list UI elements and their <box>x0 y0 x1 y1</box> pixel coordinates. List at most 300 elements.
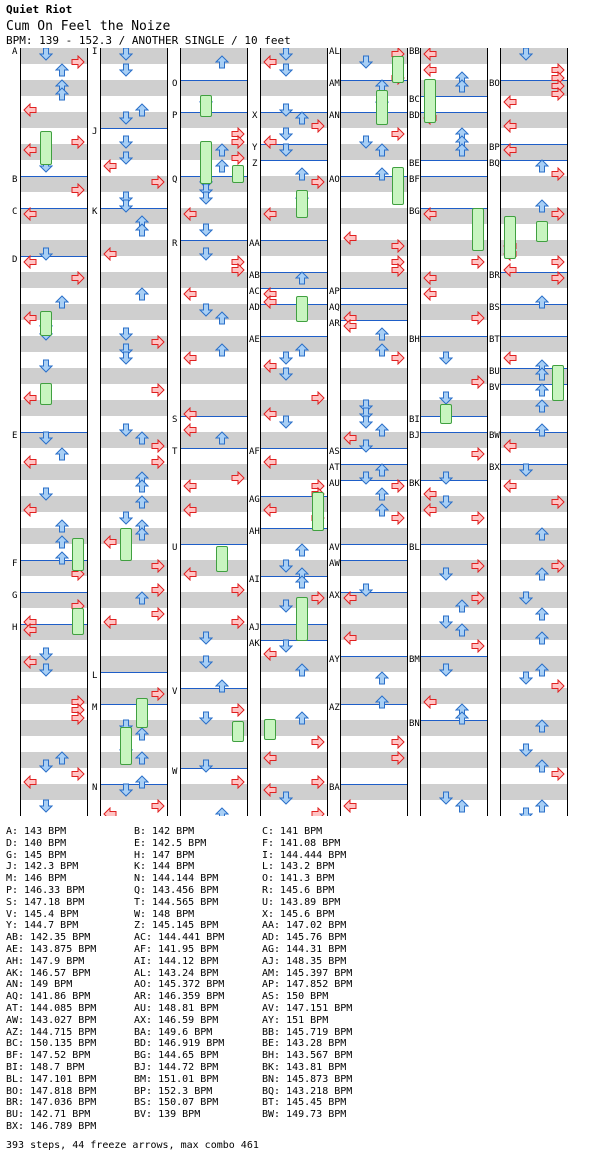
measure-stripe <box>501 784 567 800</box>
arrow-up-icon <box>535 606 549 625</box>
freeze-arrow <box>552 365 564 401</box>
section-label: AB <box>249 271 260 281</box>
bpm-entry: BC: 150.135 BPM <box>6 1038 97 1050</box>
arrow-left-icon <box>263 750 277 769</box>
arrow-left-icon <box>183 478 197 497</box>
measure-stripe <box>501 656 567 672</box>
arrow-down-icon <box>439 790 453 809</box>
bpm-change-line <box>181 544 247 545</box>
arrow-right-icon <box>231 470 245 489</box>
arrow-up-icon <box>295 342 309 361</box>
bpm-entry: AI: 144.12 BPM <box>134 955 219 967</box>
arrow-down-icon <box>439 494 453 513</box>
arrow-right-icon <box>231 774 245 793</box>
measure-stripe <box>261 336 327 352</box>
arrow-up-icon <box>455 598 469 617</box>
arrow-up-icon <box>375 166 389 185</box>
section-label: AV <box>329 543 340 553</box>
section-label: BR <box>489 271 500 281</box>
bpm-entry: X: 145.6 BPM <box>262 908 335 920</box>
bpm-change-line <box>101 128 167 129</box>
freeze-arrow <box>216 546 228 572</box>
section-label: AR <box>329 319 340 329</box>
bpm-entry: BL: 147.101 BPM <box>6 1073 97 1085</box>
measure-stripe <box>101 112 167 128</box>
arrow-up-icon <box>535 758 549 777</box>
arrow-up-icon <box>535 718 549 737</box>
arrow-down-icon <box>119 198 133 217</box>
arrow-up-icon <box>535 398 549 417</box>
bpm-entry: AB: 142.35 BPM <box>6 932 91 944</box>
arrow-left-icon <box>503 438 517 457</box>
section-label: AA <box>249 239 260 249</box>
section-label: X <box>252 111 258 121</box>
arrow-left-icon <box>343 630 357 649</box>
arrow-up-icon <box>455 710 469 729</box>
arrow-left-icon <box>343 230 357 249</box>
arrow-left-icon <box>23 622 37 641</box>
section-label: AI <box>249 575 260 585</box>
section-label: AD <box>249 303 260 313</box>
measure-stripe <box>421 528 487 544</box>
arrow-down-icon <box>39 358 53 377</box>
arrow-right-icon <box>151 686 165 705</box>
arrow-down-icon <box>39 798 53 816</box>
arrow-left-icon <box>183 566 197 585</box>
bpm-entry: AX: 146.59 BPM <box>134 1014 219 1026</box>
arrow-up-icon <box>295 110 309 129</box>
arrow-up-icon <box>375 694 389 713</box>
bpm-entry: AJ: 148.35 BPM <box>262 955 347 967</box>
bpm-entry: AU: 148.81 BPM <box>134 1003 219 1014</box>
arrow-down-icon <box>519 806 533 816</box>
arrow-up-icon <box>295 574 309 593</box>
bpm-entry: BE: 143.28 BPM <box>262 1038 347 1050</box>
bpm-change-line <box>181 80 247 81</box>
measure-stripe <box>501 400 567 416</box>
arrow-up-icon <box>135 494 149 513</box>
bpm-change-line <box>421 176 487 177</box>
bpm-entry: BN: 145.873 BPM <box>262 1073 353 1085</box>
arrow-down-icon <box>39 246 53 265</box>
freeze-arrow <box>40 383 52 405</box>
arrow-left-icon <box>103 614 117 633</box>
measure-stripe <box>181 752 247 768</box>
arrow-right-icon <box>551 166 565 185</box>
measure-stripe <box>341 144 407 160</box>
measure-stripe <box>101 272 167 288</box>
bpm-change-line <box>21 592 87 593</box>
measure-stripe <box>181 80 247 96</box>
arrow-up-icon <box>55 550 69 569</box>
section-label: BU <box>489 367 500 377</box>
measure-stripe <box>101 304 167 320</box>
bpm-entry: BU: 142.71 BPM <box>6 1109 91 1121</box>
arrow-left-icon <box>343 318 357 337</box>
measure-stripe <box>261 240 327 256</box>
measure-stripe <box>341 208 407 224</box>
section-label: BT <box>489 335 500 345</box>
section-label: W <box>172 767 178 777</box>
arrow-left-icon <box>183 286 197 305</box>
arrow-right-icon <box>471 374 485 393</box>
arrow-down-icon <box>199 758 213 777</box>
arrow-up-icon <box>135 222 149 241</box>
section-label: Z <box>252 159 258 169</box>
freeze-arrow <box>136 698 148 728</box>
freeze-arrow <box>424 79 436 123</box>
section-label: E <box>12 431 18 441</box>
bpm-entry: AQ: 141.86 BPM <box>6 991 91 1003</box>
arrow-down-icon <box>359 414 373 433</box>
section-label: C <box>12 207 18 217</box>
arrow-up-icon <box>535 662 549 681</box>
measure-stripe <box>181 304 247 320</box>
section-label: B <box>12 175 18 185</box>
arrow-left-icon <box>23 502 37 521</box>
measure-stripe <box>501 592 567 608</box>
bpm-entry: Q: 143.456 BPM <box>134 885 219 896</box>
bpm-entry: AH: 147.9 BPM <box>6 955 85 967</box>
arrow-up-icon <box>535 526 549 545</box>
arrow-right-icon <box>391 350 405 369</box>
measure-stripe <box>341 528 407 544</box>
bpm-change-line <box>341 704 407 705</box>
section-label: AL <box>329 47 340 57</box>
section-label: AC <box>249 287 260 297</box>
freeze-arrow <box>536 221 548 242</box>
arrow-right-icon <box>231 614 245 633</box>
section-label: BA <box>329 783 340 793</box>
bpm-change-line <box>261 448 327 449</box>
freeze-arrow <box>72 608 84 635</box>
arrow-up-icon <box>55 294 69 313</box>
arrow-right-icon <box>71 134 85 153</box>
bpm-entry: BA: 149.6 BPM <box>134 1026 213 1038</box>
arrow-left-icon <box>423 694 437 713</box>
section-label: T <box>172 447 178 457</box>
arrow-down-icon <box>279 638 293 657</box>
bpm-entry: P: 146.33 BPM <box>6 885 85 896</box>
bpm-change-line <box>181 768 247 769</box>
arrow-up-icon <box>455 798 469 816</box>
measure-stripe <box>261 688 327 704</box>
arrow-down-icon <box>279 558 293 577</box>
measure-stripe <box>341 656 407 672</box>
bpm-change-line <box>21 176 87 177</box>
arrow-up-icon <box>135 774 149 793</box>
chart-column <box>20 48 88 816</box>
section-label: BJ <box>409 431 420 441</box>
bpm-change-line <box>261 624 327 625</box>
measure-stripe <box>421 784 487 800</box>
bpm-entry: G: 145 BPM <box>6 849 67 861</box>
bpm-entry: BT: 145.45 BPM <box>262 1097 347 1109</box>
bpm-entry: AW: 143.027 BPM <box>6 1014 97 1026</box>
bpm-entry: AY: 151 BPM <box>262 1014 329 1026</box>
section-label: G <box>12 591 18 601</box>
arrow-up-icon <box>135 526 149 545</box>
arrow-left-icon <box>423 502 437 521</box>
section-label: AO <box>329 175 340 185</box>
song-title: Cum On Feel the Noize <box>6 19 171 34</box>
chart-column <box>340 48 408 816</box>
arrow-left-icon <box>263 54 277 73</box>
bpm-entry: N: 144.144 BPM <box>134 873 219 885</box>
bpm-change-line <box>421 160 487 161</box>
section-label: BQ <box>489 159 500 169</box>
arrow-up-icon <box>295 270 309 289</box>
arrow-right-icon <box>551 206 565 225</box>
arrow-left-icon <box>23 254 37 273</box>
arrow-right-icon <box>551 766 565 785</box>
bpm-change-line <box>421 416 487 417</box>
section-label: AQ <box>329 303 340 313</box>
measure-stripe <box>261 560 327 576</box>
arrow-right-icon <box>231 582 245 601</box>
freeze-arrow <box>296 190 308 218</box>
arrow-right-icon <box>151 582 165 601</box>
freeze-arrow <box>376 90 388 125</box>
arrow-down-icon <box>119 110 133 129</box>
bpm-change-line <box>421 432 487 433</box>
section-label: AF <box>249 447 260 457</box>
arrow-down-icon <box>359 582 373 601</box>
bpm-change-line <box>501 336 567 337</box>
measure-stripe <box>101 496 167 512</box>
bpm-entry: R: 145.6 BPM <box>262 885 335 896</box>
arrow-down-icon <box>199 710 213 729</box>
bpm-entry: AV: 147.151 BPM <box>262 1003 353 1014</box>
bpm-entry: AE: 143.875 BPM <box>6 944 97 955</box>
section-label: BV <box>489 383 500 393</box>
measure-stripe <box>421 752 487 768</box>
arrow-down-icon <box>39 486 53 505</box>
bpm-change-line <box>181 688 247 689</box>
arrow-down-icon <box>39 430 53 449</box>
section-label: AE <box>249 335 260 345</box>
arrow-up-icon <box>535 630 549 649</box>
measure-stripe <box>421 720 487 736</box>
arrow-left-icon <box>103 806 117 816</box>
bpm-entry: D: 140 BPM <box>6 837 67 849</box>
arrow-down-icon <box>279 102 293 121</box>
arrow-down-icon <box>39 48 53 65</box>
section-label: I <box>92 47 98 57</box>
arrow-left-icon <box>23 390 37 409</box>
bpm-change-line <box>501 304 567 305</box>
arrow-down-icon <box>439 566 453 585</box>
section-label: S <box>172 415 178 425</box>
bpm-entry: BB: 145.719 BPM <box>262 1026 353 1038</box>
arrow-left-icon <box>23 102 37 121</box>
arrow-left-icon <box>503 262 517 281</box>
section-label: AJ <box>249 623 260 633</box>
arrow-up-icon <box>135 590 149 609</box>
measure-stripe <box>101 720 167 736</box>
section-label: BB <box>409 47 420 57</box>
freeze-arrow <box>200 141 212 184</box>
arrow-right-icon <box>391 478 405 497</box>
arrow-up-icon <box>215 430 229 449</box>
arrow-left-icon <box>263 206 277 225</box>
arrow-left-icon <box>263 502 277 521</box>
arrow-down-icon <box>199 222 213 241</box>
section-label: BM <box>409 655 420 665</box>
arrow-left-icon <box>263 454 277 473</box>
section-label: J <box>92 127 98 137</box>
bpm-entry: BX: 146.789 BPM <box>6 1121 97 1132</box>
bpm-entry: AO: 145.372 BPM <box>134 979 225 991</box>
arrow-up-icon <box>135 430 149 449</box>
arrow-right-icon <box>551 494 565 513</box>
bpm-entry: BO: 147.818 BPM <box>6 1085 97 1097</box>
measure-stripe <box>421 656 487 672</box>
measure-stripe <box>501 720 567 736</box>
arrow-up-icon <box>375 422 389 441</box>
arrow-down-icon <box>359 134 373 153</box>
arrow-left-icon <box>103 534 117 553</box>
arrow-right-icon <box>151 334 165 353</box>
section-label: AY <box>329 655 340 665</box>
measure-stripe <box>421 336 487 352</box>
arrow-up-icon <box>215 342 229 361</box>
bpm-change-line <box>421 336 487 337</box>
arrow-up-icon <box>55 86 69 105</box>
arrow-down-icon <box>519 462 533 481</box>
arrow-up-icon <box>535 422 549 441</box>
bpm-entry: AT: 144.085 BPM <box>6 1003 97 1014</box>
section-label: AW <box>329 559 340 569</box>
section-label: BK <box>409 479 420 489</box>
arrow-left-icon <box>263 406 277 425</box>
arrow-right-icon <box>311 806 325 816</box>
bpm-entry: BQ: 143.218 BPM <box>262 1085 353 1097</box>
bpm-entry: BH: 143.567 BPM <box>262 1050 353 1062</box>
bpm-entry: AR: 146.359 BPM <box>134 991 225 1003</box>
arrow-right-icon <box>311 174 325 193</box>
arrow-up-icon <box>135 750 149 769</box>
arrow-up-icon <box>215 54 229 73</box>
arrow-down-icon <box>119 350 133 369</box>
freeze-arrow <box>296 296 308 322</box>
arrow-left-icon <box>23 454 37 473</box>
arrow-up-icon <box>375 462 389 481</box>
section-label: AG <box>249 495 260 505</box>
measure-stripe <box>341 400 407 416</box>
bpm-change-line <box>421 480 487 481</box>
measure-stripe <box>421 400 487 416</box>
chart-column <box>500 48 568 816</box>
arrow-left-icon <box>343 430 357 449</box>
arrow-down-icon <box>359 54 373 73</box>
bpm-change-line <box>261 640 327 641</box>
bpm-entry: BV: 139 BPM <box>134 1109 201 1121</box>
section-label: BN <box>409 719 420 729</box>
measure-stripe <box>181 528 247 544</box>
measure-stripe <box>101 400 167 416</box>
arrow-right-icon <box>231 702 245 721</box>
bpm-change-line <box>101 208 167 209</box>
section-label: AU <box>329 479 340 489</box>
arrow-down-icon <box>279 366 293 385</box>
arrow-right-icon <box>391 510 405 529</box>
freeze-arrow <box>440 404 452 424</box>
measure-stripe <box>101 48 167 64</box>
freeze-arrow <box>120 727 132 765</box>
section-label: BF <box>409 175 420 185</box>
arrow-down-icon <box>279 414 293 433</box>
arrow-right-icon <box>151 382 165 401</box>
chart-summary: 393 steps, 44 freeze arrows, max combo 461 <box>6 1140 259 1151</box>
freeze-arrow <box>120 528 132 561</box>
arrow-down-icon <box>119 150 133 169</box>
bpm-entry: AZ: 144.715 BPM <box>6 1026 97 1038</box>
bpm-change-line <box>261 576 327 577</box>
arrow-up-icon <box>535 798 549 816</box>
bpm-change-line <box>501 464 567 465</box>
measure-stripe <box>101 80 167 96</box>
arrow-left-icon <box>503 350 517 369</box>
arrow-down-icon <box>519 48 533 65</box>
arrow-left-icon <box>263 294 277 313</box>
section-label: BS <box>489 303 500 313</box>
arrow-up-icon <box>295 662 309 681</box>
bpm-entry: B: 142 BPM <box>134 826 195 837</box>
arrow-left-icon <box>503 478 517 497</box>
section-label: Q <box>172 175 178 185</box>
arrow-left-icon <box>263 134 277 153</box>
bpm-entry: AF: 141.95 BPM <box>134 944 219 955</box>
arrow-left-icon <box>503 142 517 161</box>
arrow-up-icon <box>135 102 149 121</box>
measure-stripe <box>101 752 167 768</box>
bpm-entry: F: 141.08 BPM <box>262 837 341 849</box>
bpm-change-line <box>261 112 327 113</box>
bpm-entry: E: 142.5 BPM <box>134 837 207 849</box>
arrow-right-icon <box>151 798 165 816</box>
measure-stripe <box>21 80 87 96</box>
bpm-entry: C: 141 BPM <box>262 826 323 837</box>
arrow-down-icon <box>439 614 453 633</box>
freeze-arrow <box>40 131 52 165</box>
arrow-up-icon <box>215 678 229 697</box>
arrow-right-icon <box>151 454 165 473</box>
arrow-left-icon <box>343 590 357 609</box>
bpm-change-line <box>261 272 327 273</box>
arrow-down-icon <box>439 350 453 369</box>
arrow-left-icon <box>263 782 277 801</box>
bpm-entry: U: 143.89 BPM <box>262 896 341 908</box>
arrow-up-icon <box>55 750 69 769</box>
section-label: AP <box>329 287 340 297</box>
arrow-right-icon <box>231 262 245 281</box>
arrow-up-icon <box>375 502 389 521</box>
bpm-entry: BD: 146.919 BPM <box>134 1038 225 1050</box>
bpm-entry: BR: 147.036 BPM <box>6 1097 97 1109</box>
arrow-down-icon <box>119 510 133 529</box>
arrow-right-icon <box>71 710 85 729</box>
freeze-arrow <box>296 597 308 641</box>
bpm-entry: AP: 147.852 BPM <box>262 979 353 991</box>
arrow-up-icon <box>535 294 549 313</box>
bpm-entry: Y: 144.7 BPM <box>6 920 79 932</box>
section-label: BG <box>409 207 420 217</box>
arrow-right-icon <box>471 254 485 273</box>
bpm-change-line <box>341 304 407 305</box>
section-label: R <box>172 239 178 249</box>
section-label: BX <box>489 463 500 473</box>
